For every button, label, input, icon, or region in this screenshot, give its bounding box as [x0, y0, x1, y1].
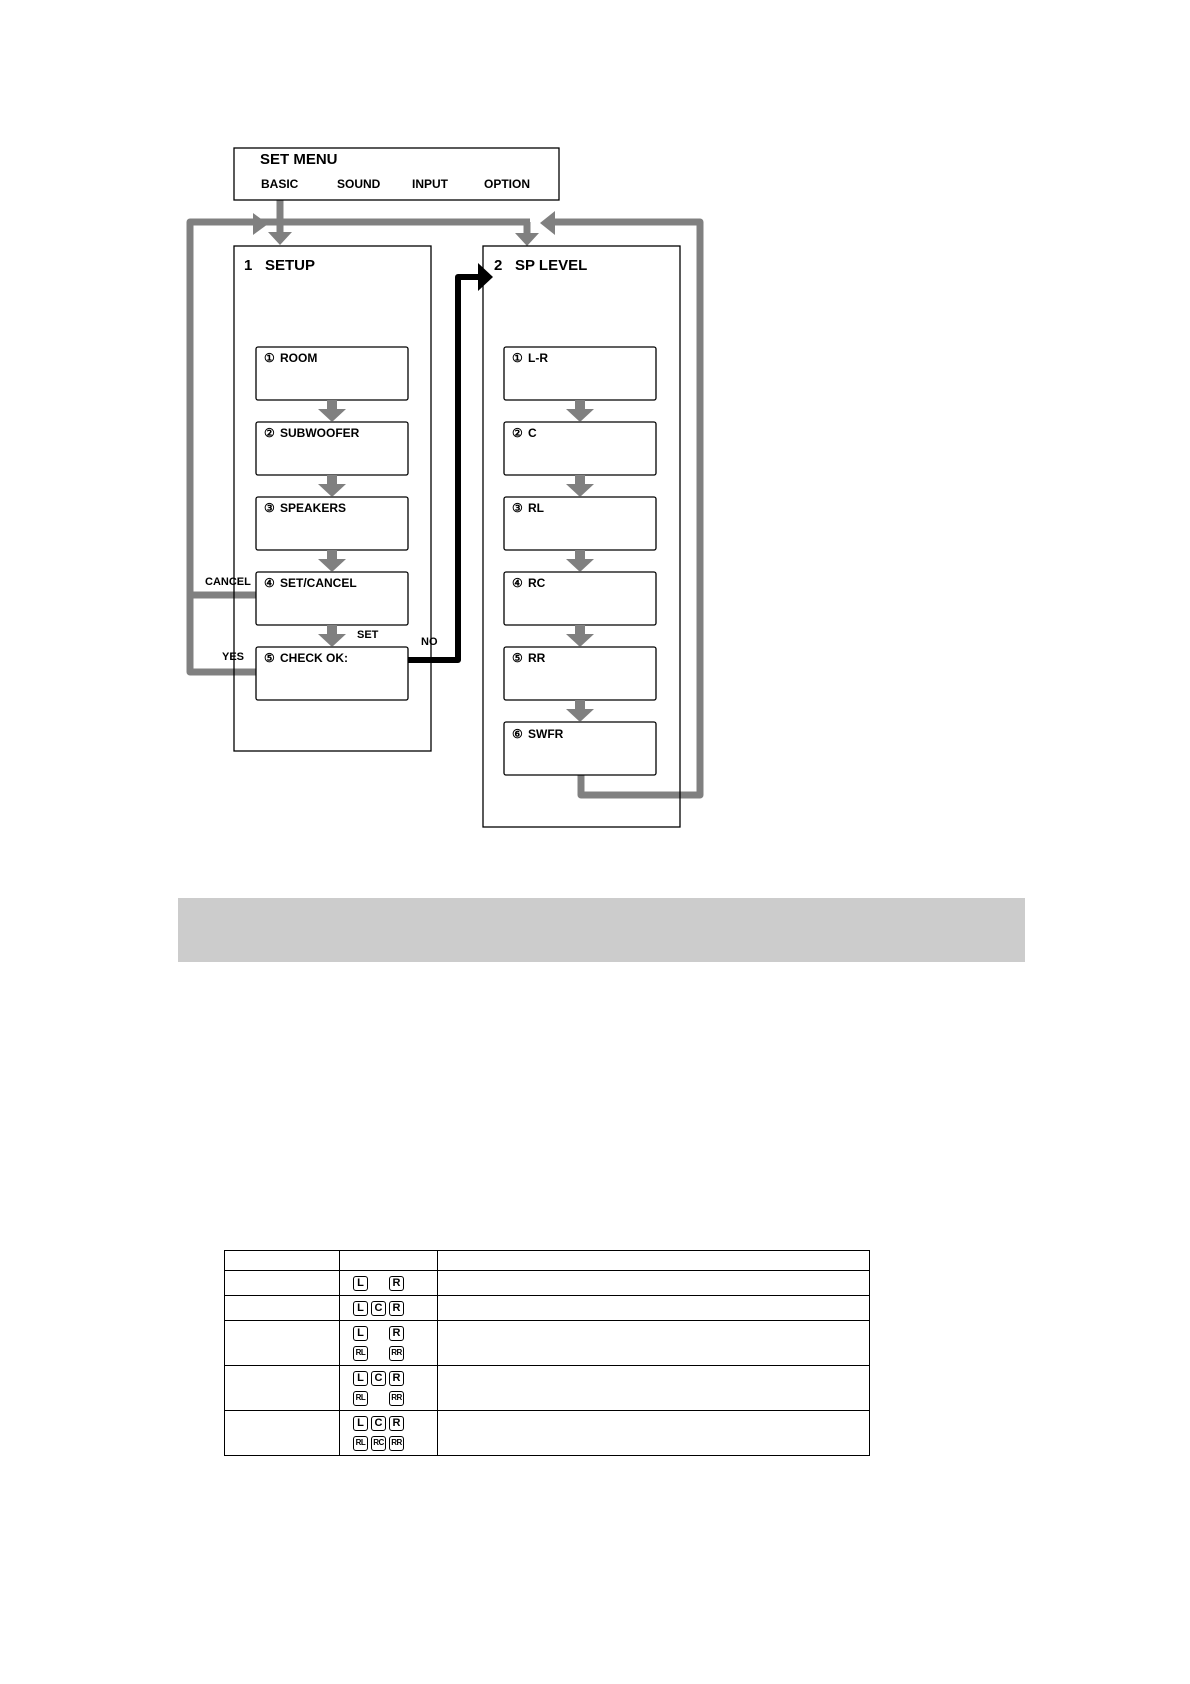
- speaker-rr-icon: RR: [389, 1436, 404, 1451]
- speaker-gap: [371, 1276, 386, 1291]
- speaker-gap: [371, 1326, 386, 1341]
- speaker-icons-cell: [340, 1296, 438, 1321]
- speaker-rl-icon: RL: [353, 1436, 368, 1451]
- speaker-l-icon: L: [353, 1416, 368, 1431]
- speaker-config-table: [224, 1250, 870, 1456]
- speaker-gap: [371, 1391, 386, 1406]
- setup-step-room[interactable]: [256, 347, 408, 400]
- speaker-rr-icon: RR: [389, 1391, 404, 1406]
- speaker-icons-cell: [340, 1366, 438, 1411]
- speaker-c-icon: C: [371, 1371, 386, 1386]
- setup-arrow-2-stem: [327, 475, 337, 485]
- table-row: [225, 1411, 870, 1456]
- speaker-r-icon: R: [389, 1276, 404, 1291]
- table-cell: [225, 1321, 340, 1366]
- table-row: [225, 1366, 870, 1411]
- sp-step-swfr-label: SWFR: [528, 727, 564, 741]
- setup-step-room-label: ROOM: [280, 351, 318, 365]
- speaker-icon-row: [353, 1413, 437, 1433]
- sp-level-title: SP LEVEL: [515, 257, 588, 274]
- setup-steps: [256, 347, 408, 700]
- speaker-l-icon: L: [353, 1371, 368, 1386]
- sp-step-rr-label: RR: [528, 651, 546, 665]
- tab-basic[interactable]: BASIC: [261, 177, 299, 191]
- sp-arrow-1-stem: [575, 400, 585, 410]
- sp-step-swfr[interactable]: [504, 722, 656, 775]
- sp-level-number: 2: [494, 257, 503, 274]
- setup-step-check-ok-num: ⑤: [264, 651, 275, 665]
- cancel-label: CANCEL: [205, 576, 251, 588]
- table-header-cell: [438, 1251, 870, 1271]
- set-label: SET: [357, 629, 379, 641]
- setup-arrow-1-stem: [327, 400, 337, 410]
- sp-arrow-1-head: [566, 409, 594, 422]
- table-cell: [225, 1366, 340, 1411]
- sp-step-rc-num: ④: [512, 576, 523, 590]
- table-header-row: [225, 1251, 870, 1271]
- table-cell: [438, 1321, 870, 1366]
- setup-arrow-4-head: [318, 634, 346, 647]
- speaker-c-icon: C: [371, 1301, 386, 1316]
- table-row: [225, 1321, 870, 1366]
- speaker-gap: [371, 1346, 386, 1361]
- sp-arrow-2-stem: [575, 475, 585, 485]
- sp-step-rl[interactable]: [504, 497, 656, 550]
- tab-input[interactable]: INPUT: [412, 177, 448, 191]
- sp-arrow-4-stem: [575, 625, 585, 635]
- speaker-icon-row: [353, 1433, 437, 1453]
- sp-step-c-label: C: [528, 426, 537, 440]
- speaker-r-icon: R: [389, 1416, 404, 1431]
- speaker-rl-icon: RL: [353, 1391, 368, 1406]
- sp-step-rr[interactable]: [504, 647, 656, 700]
- setup-arrow-3-head: [318, 559, 346, 572]
- sp-arrow-2-head: [566, 484, 594, 497]
- setup-step-speakers-num: ③: [264, 501, 275, 515]
- setup-step-room-num: ①: [264, 351, 275, 365]
- setup-title: SETUP: [265, 257, 316, 274]
- speaker-rl-icon: RL: [353, 1346, 368, 1361]
- speaker-icon-row: [353, 1273, 437, 1293]
- tab-option[interactable]: OPTION: [484, 177, 531, 191]
- sp-arrow-3-stem: [575, 550, 585, 560]
- speaker-icon-row: [353, 1368, 437, 1388]
- speaker-icons-cell: [340, 1271, 438, 1296]
- set-menu-title: SET MENU: [260, 151, 338, 168]
- table-cell: [438, 1411, 870, 1456]
- table-row: [225, 1271, 870, 1296]
- speaker-icon-row: [353, 1343, 437, 1363]
- sp-arrow-5-head: [566, 709, 594, 722]
- table-cell: [225, 1296, 340, 1321]
- setup-number: 1: [244, 257, 253, 274]
- setup-step-subwoofer-num: ②: [264, 426, 275, 440]
- no-label: NO: [421, 636, 438, 648]
- speaker-icon-row: [353, 1298, 437, 1318]
- sp-step-l-r-num: ①: [512, 351, 523, 365]
- arrowhead-basic-down: [268, 232, 292, 245]
- sp-step-rl-label: RL: [528, 501, 544, 515]
- connector-left-loop: [190, 222, 256, 400]
- table-cell: [225, 1271, 340, 1296]
- setup-arrow-4-stem: [327, 625, 337, 635]
- setup-step-speakers-label: SPEAKERS: [280, 501, 347, 515]
- table-cell: [438, 1366, 870, 1411]
- speaker-icon-row: [353, 1388, 437, 1408]
- speaker-rr-icon: RR: [389, 1346, 404, 1361]
- speaker-r-icon: R: [389, 1326, 404, 1341]
- sp-step-rl-num: ③: [512, 501, 523, 515]
- no-path: [408, 277, 482, 660]
- arrowhead-left-in: [253, 213, 268, 235]
- setup-arrow-2-head: [318, 484, 346, 497]
- yes-label: YES: [222, 651, 245, 663]
- sp-step-rc[interactable]: [504, 572, 656, 625]
- sp-step-l-r[interactable]: [504, 347, 656, 400]
- speaker-c-icon: C: [371, 1416, 386, 1431]
- setup-step-set-cancel-label: SET/CANCEL: [280, 576, 357, 590]
- speaker-r-icon: R: [389, 1301, 404, 1316]
- table-cell: [438, 1271, 870, 1296]
- setup-step-check-ok-label: CHECK OK:: [280, 651, 348, 665]
- no-arrowhead: [478, 263, 493, 291]
- speaker-rc-icon: RC: [371, 1436, 386, 1451]
- setup-arrow-1-head: [318, 409, 346, 422]
- setup-step-set-cancel-num: ④: [264, 576, 275, 590]
- arrowhead-splevel-down: [515, 233, 539, 246]
- table-row: [225, 1296, 870, 1321]
- arrowhead-right-in: [540, 211, 555, 235]
- gray-connectors: [190, 196, 700, 795]
- speaker-icons-cell: [340, 1411, 438, 1456]
- sp-step-rr-num: ⑤: [512, 651, 523, 665]
- sp-arrow-4-head: [566, 634, 594, 647]
- speaker-icons-cell: [340, 1321, 438, 1366]
- table-header-cell: [340, 1251, 438, 1271]
- speaker-l-icon: L: [353, 1301, 368, 1316]
- setup-arrow-3-stem: [327, 550, 337, 560]
- speaker-r-icon: R: [389, 1371, 404, 1386]
- speaker-l-icon: L: [353, 1326, 368, 1341]
- sp-step-l-r-label: L-R: [528, 351, 548, 365]
- setup-step-subwoofer-label: SUBWOOFER: [280, 426, 360, 440]
- sp-arrow-5-stem: [575, 700, 585, 710]
- sp-arrow-3-head: [566, 559, 594, 572]
- sp-step-c[interactable]: [504, 422, 656, 475]
- speaker-l-icon: L: [353, 1276, 368, 1291]
- gray-band: [178, 898, 1025, 962]
- connector-yes-loop: [190, 400, 256, 672]
- sp-step-swfr-num: ⑥: [512, 727, 523, 741]
- table-header-cell: [225, 1251, 340, 1271]
- sp-step-rc-label: RC: [528, 576, 546, 590]
- table-cell: [438, 1296, 870, 1321]
- tab-sound[interactable]: SOUND: [337, 177, 381, 191]
- sp-step-c-num: ②: [512, 426, 523, 440]
- table-cell: [225, 1411, 340, 1456]
- speaker-icon-row: [353, 1323, 437, 1343]
